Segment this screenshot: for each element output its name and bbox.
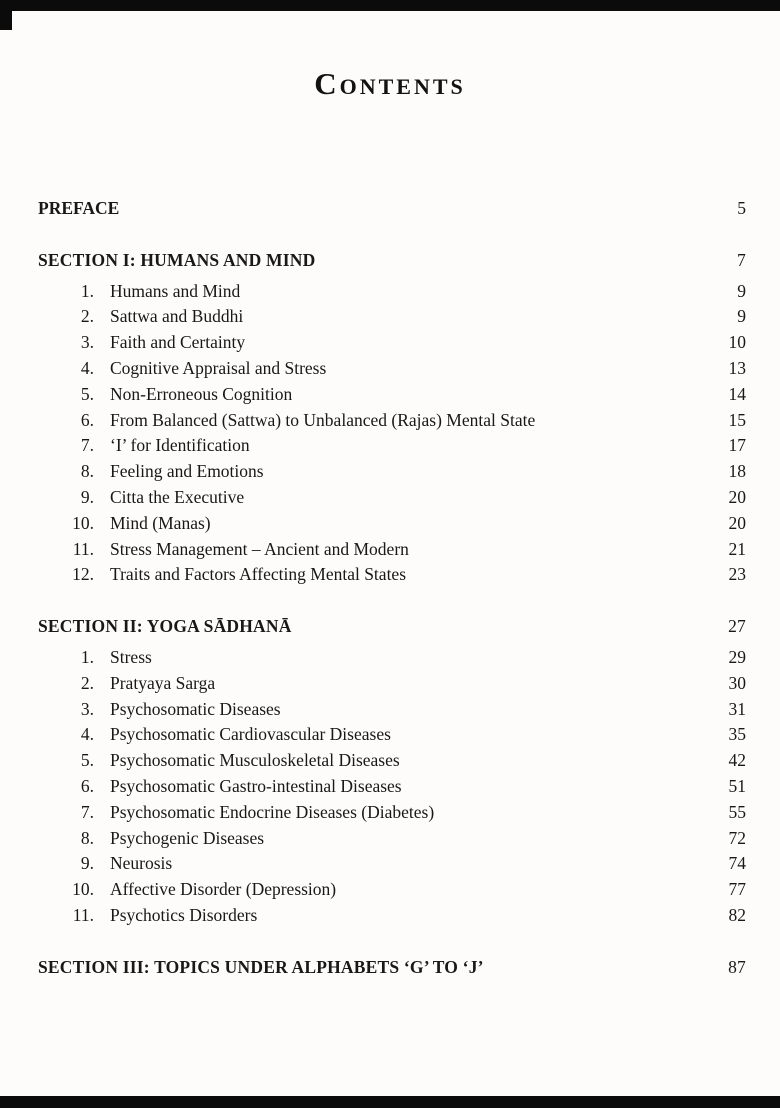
toc-item-label: Non-Erroneous Cognition (110, 383, 293, 404)
page-number: 30 (728, 672, 746, 693)
scan-corner-mark (0, 0, 12, 30)
toc-entry-preface (38, 196, 746, 222)
toc-item (38, 826, 746, 852)
toc-section-heading (38, 614, 746, 640)
page-number: 72 (728, 827, 746, 848)
toc-section-label: SECTION III: TOPICS UNDER ALPHABETS ‘G’ TO ‘J’ (38, 956, 484, 977)
toc-item-number: 4. (80, 724, 94, 745)
toc-item-number: 10. (72, 879, 94, 900)
toc-item (38, 433, 746, 459)
toc-item-label: Mind (Manas) (110, 512, 211, 533)
toc-entry-label: PREFACE (38, 198, 120, 218)
page-number: 55 (728, 801, 746, 822)
toc-item (38, 645, 746, 671)
toc-item-number: 5. (80, 750, 94, 771)
page-number: 51 (728, 775, 746, 796)
page-title: Contents (314, 66, 466, 101)
page-number: 35 (728, 724, 746, 745)
page-number: 14 (728, 383, 746, 404)
toc-item-number: 6. (80, 775, 94, 796)
toc-item-label: Psychosomatic Gastro-intestinal Diseases (110, 775, 402, 796)
page-number: 42 (728, 750, 746, 771)
toc-item (38, 279, 746, 305)
page-number: 82 (728, 904, 746, 925)
toc-item-number: 3. (80, 698, 94, 719)
page-number: 31 (728, 698, 746, 719)
toc-item (38, 851, 746, 877)
toc-item-label: From Balanced (Sattwa) to Unbalanced (Rajas) Mental State (110, 409, 536, 430)
toc-item (38, 408, 746, 434)
toc-item-number: 11. (72, 538, 94, 559)
page-number: 15 (728, 409, 746, 430)
toc-item (38, 382, 746, 408)
toc-item (38, 671, 746, 697)
toc-item-label: Psychotics Disorders (110, 904, 258, 925)
toc-item (38, 697, 746, 723)
toc-section-heading (38, 248, 746, 274)
toc-item-label: Traits and Factors Affecting Mental States (110, 564, 407, 585)
toc-item (38, 511, 746, 537)
page-number: 17 (728, 435, 746, 456)
page-number: 23 (728, 564, 746, 585)
toc-item-number: 10. (72, 512, 94, 533)
toc-item (38, 304, 746, 330)
toc-item-label: Psychosomatic Musculoskeletal Diseases (110, 750, 400, 771)
toc-item-number: 4. (80, 357, 94, 378)
toc-item-label: Humans and Mind (110, 280, 241, 301)
toc-item-label: Faith and Certainty (110, 332, 246, 353)
toc-item (38, 800, 746, 826)
page-number: 9 (737, 306, 746, 327)
page-number: 7 (737, 249, 746, 270)
toc-item-label: Psychogenic Diseases (110, 827, 265, 848)
toc-item (38, 330, 746, 356)
scan-edge-bottom (0, 1096, 780, 1108)
page-number: 18 (728, 461, 746, 482)
toc-item-label: Neurosis (110, 853, 173, 874)
page-number: 77 (728, 879, 746, 900)
page-number: 10 (728, 332, 746, 353)
toc-item-number: 8. (80, 827, 94, 848)
toc-item (38, 774, 746, 800)
toc-item (38, 877, 746, 903)
toc-item (38, 459, 746, 485)
page-number: 74 (728, 853, 746, 874)
toc-item (38, 722, 746, 748)
page-number: 20 (728, 486, 746, 507)
toc-item-label: Cognitive Appraisal and Stress (110, 357, 327, 378)
toc-item-number: 6. (80, 409, 94, 430)
toc-item-number: 7. (80, 801, 94, 822)
toc-item-number: 3. (80, 332, 94, 353)
page-number: 9 (737, 280, 746, 301)
toc-item-number: 9. (80, 853, 94, 874)
table-of-contents (0, 196, 780, 981)
toc-item-number: 12. (72, 564, 94, 585)
toc-section-label: SECTION II: YOGA SĀDHANĀ (38, 616, 292, 637)
toc-item (38, 562, 746, 588)
page-number: 87 (728, 956, 746, 977)
toc-item-label: Stress Management – Ancient and Modern (110, 538, 409, 559)
toc-item (38, 748, 746, 774)
toc-item-label: Pratyaya Sarga (110, 672, 216, 693)
toc-item (38, 356, 746, 382)
toc-item-number: 8. (80, 461, 94, 482)
toc-item (38, 485, 746, 511)
scan-edge-top (0, 0, 780, 11)
toc-item-label: Affective Disorder (Depression) (110, 879, 337, 900)
page-number: 21 (728, 538, 746, 559)
toc-item-number: 5. (80, 383, 94, 404)
toc-item-number: 2. (80, 306, 94, 327)
toc-item-number: 2. (80, 672, 94, 693)
toc-item-number: 1. (80, 280, 94, 301)
toc-item (38, 537, 746, 563)
toc-item-label: Psychosomatic Cardiovascular Diseases (110, 724, 391, 745)
toc-item-number: 1. (80, 646, 94, 667)
page-number: 29 (728, 646, 746, 667)
toc-item-label: Stress (110, 646, 152, 667)
toc-item-number: 7. (80, 435, 94, 456)
toc-item-label: Psychosomatic Endocrine Diseases (Diabetes) (110, 801, 435, 822)
toc-item-number: 11. (72, 904, 94, 925)
page-number: 27 (728, 616, 746, 637)
toc-item-label: Sattwa and Buddhi (110, 306, 244, 327)
toc-item-label: ‘I’ for Identification (110, 435, 250, 456)
toc-section-heading (38, 955, 746, 981)
toc-item (38, 903, 746, 929)
toc-item-label: Psychosomatic Diseases (110, 698, 281, 719)
toc-item-label: Citta the Executive (110, 486, 245, 507)
toc-item-label: Feeling and Emotions (110, 461, 264, 482)
page-number: 20 (728, 512, 746, 533)
page-number: 5 (737, 198, 746, 218)
page-number: 13 (728, 357, 746, 378)
toc-section-label: SECTION I: HUMANS AND MIND (38, 249, 316, 270)
toc-item-number: 9. (80, 486, 94, 507)
